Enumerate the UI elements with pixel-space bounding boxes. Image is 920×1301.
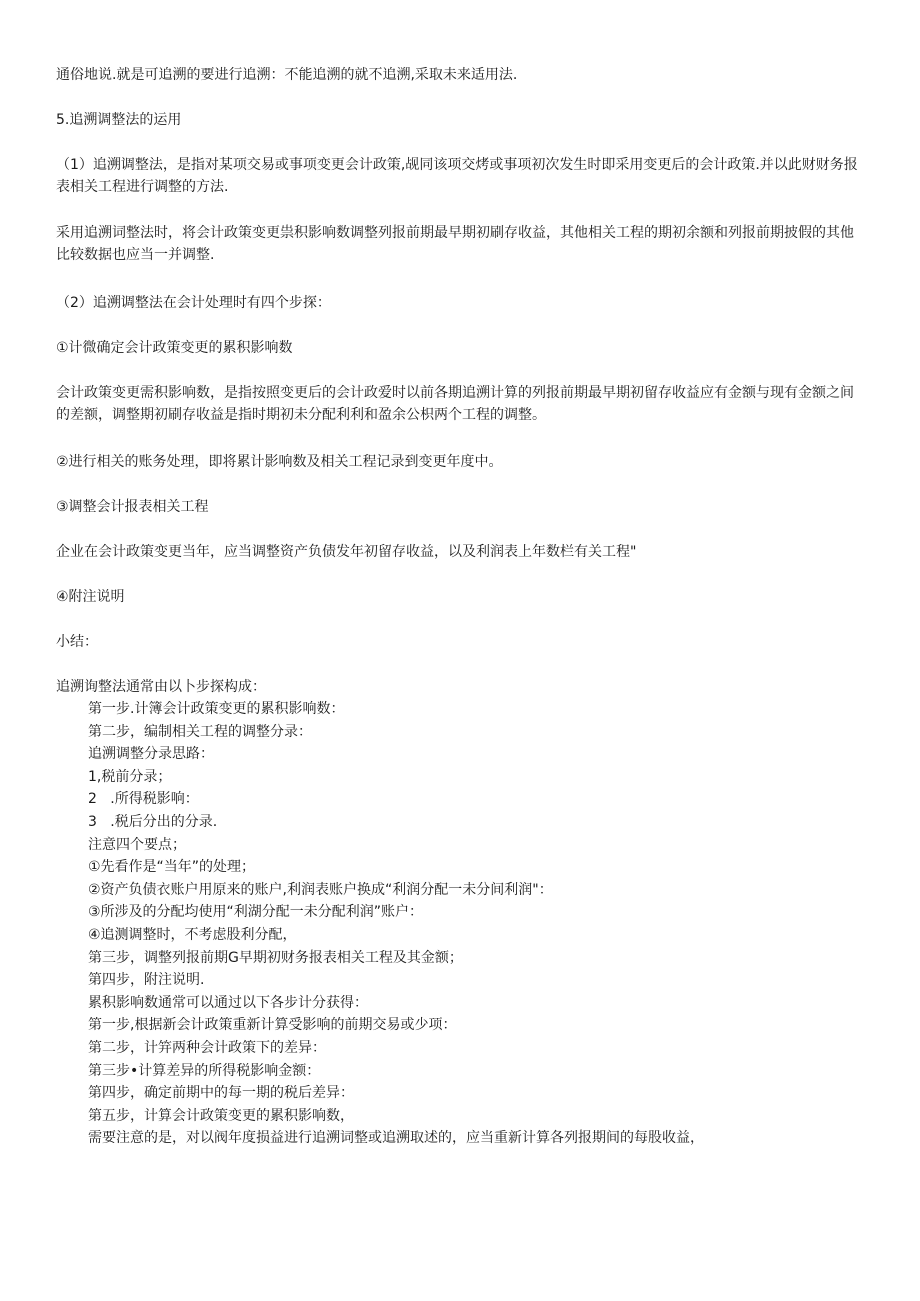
list-item: 第三步•计算差异的所得税影响金额：	[88, 1062, 321, 1079]
list-item: 需要注意的是，对以阀年度损益进行追溯词整或追溯取述的，应当重新计算各列报期间的每股收益，	[88, 1130, 704, 1147]
step-4-heading: ④附注说明	[56, 589, 125, 605]
step-2-heading: ②进行相关的账务处理，即将累计影响数及相关工程记录到变更年度中。	[56, 454, 503, 470]
paragraph-definition: （1）追溯调整法，是指对某项交易或事项变更会计政策,觇同该项交烤或事项初次发生时即采用变更后的会计政策.并以此财财务报表相关工程进行调整的方法.	[56, 157, 858, 195]
summary-steps-list	[88, 698, 704, 1150]
list-item: 第五步，计算会计政策变更的累积影响数，	[88, 1107, 354, 1124]
list-item: 第一步,根据新会计政策重新计算受影响的前期交易或少项：	[88, 1017, 457, 1034]
list-item: 累积影响数通常可以通过以下各步计分获得：	[88, 994, 368, 1011]
list-item: ③所涉及的分配均使用“利湖分配一未分配利润”账户：	[88, 904, 424, 921]
list-item: 第三步，调整列报前期G早期初财务报表相关工程及其金额；	[88, 949, 463, 966]
paragraph-cumulative-effect: 会计政策变更需积影响数，是指按照变更后的会计政爱时以前各期追溯计算的列报前期最早期初留存收益应有金额与现有金额之间的差额，调整期初刷存收益是指时期初未分配利利和盈余公枳两个工程的调整。	[56, 385, 854, 423]
paragraph-four-steps: （2）追溯调整法在会计处理时有四个步探：	[56, 295, 331, 311]
list-item: 第一步.计簿会计政策变更的累积影响数：	[88, 701, 345, 717]
summary-intro: 追溯询整法通常由以卜步探构成：	[56, 679, 266, 695]
list-item: 追溯调整分录思路：	[88, 746, 214, 763]
list-item: 第四步，确定前期中的每一期的税后差异：	[88, 1085, 354, 1102]
paragraph-retrospective-summary: 通俗地说.就是可追溯的要进行追溯：不能追溯的就不追溯,采取未来适用法.	[56, 67, 518, 83]
list-item: 第二步，计笄两种会计政策下的差异：	[88, 1039, 326, 1056]
list-item: 3 .税后分出的分录.	[88, 813, 218, 830]
summary-heading: 小结：	[56, 634, 98, 650]
list-item: 1,税前分录；	[88, 768, 172, 785]
paragraph-adjustment-method: 采用追溯词整法时，将会计政策变更祟积影响数调整列报前期最早期初刷存收益，其他相关工程的期初余额和列报前期披假的其他比较数据也应当一并调整.	[56, 225, 854, 263]
list-item: ①先看作是“当年”的处理；	[88, 859, 256, 876]
list-item: 第二步，编制相关工程的调整分录：	[88, 723, 312, 740]
step-1-heading: ①计微确定会计政策变更的累积影响数	[56, 340, 293, 356]
paragraph-enterprise-adjust: 企业在会计政策变更当年，应当调整资产负债发年初留存收益，以及利润表上年数栏有关工程"	[56, 544, 637, 560]
list-item: 2 .所得税影响：	[88, 791, 199, 808]
list-item: 第四步，附注说明.	[88, 972, 205, 989]
list-item: ②资产负债衣账户用原来的账户,利润表账户换成“利润分配一未分间利润"：	[88, 881, 553, 898]
section-heading-5: 5.追溯调整法的运用	[56, 112, 182, 128]
list-item: ④追测调整时，不考虑股利分配，	[88, 926, 297, 943]
step-3-heading: ③调整会计报表相关工程	[56, 499, 209, 515]
list-item: 注意四个要点；	[88, 836, 186, 853]
